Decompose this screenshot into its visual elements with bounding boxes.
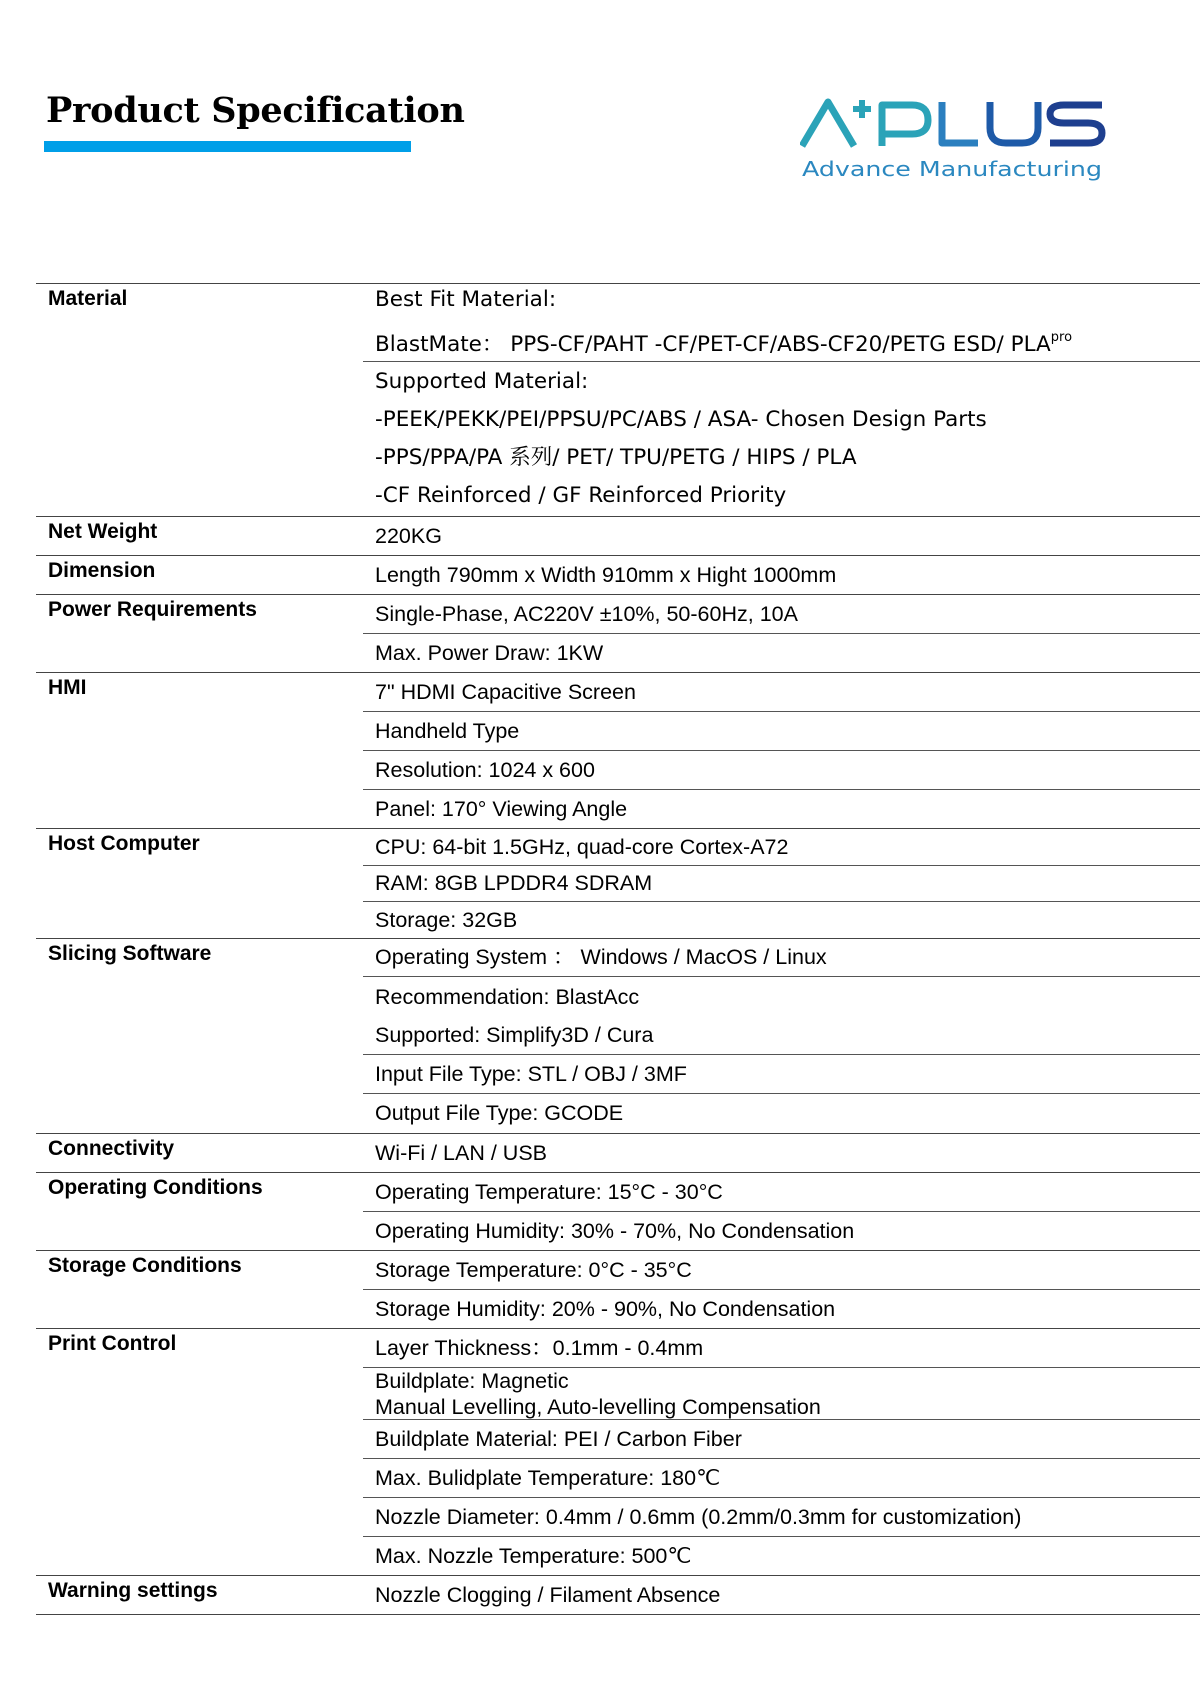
- title-underline: [44, 141, 411, 152]
- logo-letter-p: [882, 105, 928, 146]
- spec-value: Input File Type: STL / OBJ / 3MF: [363, 1055, 1200, 1094]
- spec-value: Operating System ： Windows / MacOS / Linux: [363, 939, 1200, 977]
- page-title: Product Specification: [46, 90, 465, 131]
- spec-value: Length 790mm x Width 910mm x Hight 1000mm: [375, 562, 837, 587]
- spec-value: Max. Nozzle Temperature: 500℃: [375, 1543, 692, 1568]
- spec-value: Buildplate Material: PEI / Carbon Fiber: [363, 1420, 1200, 1459]
- spec-value: Wi-Fi / LAN / USB: [375, 1140, 548, 1165]
- spec-row-connectivity: [36, 1134, 1200, 1173]
- spec-value: Operating Humidity: 30% - 70%, No Condensation: [375, 1218, 855, 1243]
- spec-value: Nozzle Diameter: 0.4mm / 0.6mm (0.2mm/0.3mm for customization): [363, 1498, 1200, 1537]
- spec-value: CPU: 64-bit 1.5GHz, quad-core Cortex-A72: [363, 829, 1200, 866]
- spec-value: RAM: 8GB LPDDR4 SDRAM: [363, 866, 1200, 902]
- spec-label: Slicing Software: [48, 942, 212, 965]
- spec-table: [36, 283, 1200, 1615]
- spec-row-dimension: [36, 556, 1200, 595]
- spec-value: Storage: 32GB: [375, 907, 518, 932]
- spec-value: Single-Phase, AC220V ±10%, 50-60Hz, 10A: [363, 595, 1200, 634]
- spec-value: Storage Temperature: 0°C - 35°C: [363, 1251, 1200, 1290]
- spec-row-host-computer: [36, 829, 1200, 939]
- spec-row-storage-conditions: [36, 1251, 1200, 1329]
- spec-value: Supported Material: -PEEK/PEKK/PEI/PPSU/PC/ABS / ASA- Chosen Design Parts -PPS/PPA/PA 系列/ PET/ TPU/PETG / HIPS / PLA -CF Reinforced / GF Reinforced Priority: [375, 369, 987, 508]
- spec-value: Recommendation: BlastAcc Supported: Simplify3D / Cura: [363, 977, 1200, 1055]
- spec-label: Operating Conditions: [48, 1176, 263, 1199]
- spec-value: Output File Type: GCODE: [375, 1101, 624, 1125]
- spec-row-operating-conditions: [36, 1173, 1200, 1251]
- logo-letter-a: [802, 102, 854, 146]
- spec-row-net-weight: [36, 517, 1200, 556]
- spec-value: Handheld Type: [363, 712, 1200, 751]
- spec-value: Max. Power Draw: 1KW: [375, 640, 604, 665]
- spec-value: Nozzle Clogging / Filament Absence: [375, 1582, 721, 1607]
- spec-row-material: [36, 284, 1200, 517]
- brand-logo: [800, 92, 1110, 192]
- logo-letter-s: [1050, 105, 1102, 143]
- spec-row-slicing-software: [36, 939, 1200, 1134]
- spec-row-warning-settings: [36, 1576, 1200, 1615]
- logo-letter-u: [990, 102, 1038, 143]
- spec-value: Resolution: 1024 x 600: [363, 751, 1200, 790]
- spec-label: Material: [48, 287, 128, 310]
- spec-value: Storage Humidity: 20% - 90%, No Condensation: [375, 1296, 836, 1321]
- spec-label: Warning settings: [48, 1579, 218, 1602]
- spec-label: Storage Conditions: [48, 1254, 242, 1277]
- spec-value: Best Fit Material: BlastMate： PPS-CF/PAHT -CF/PET-CF/ABS-CF20/PETG ESD/ $PLA^{pro}$: [363, 284, 1200, 362]
- logo-tagline: Advance Manufacturing: [802, 157, 1102, 181]
- spec-row-power: [36, 595, 1200, 673]
- spec-label: Connectivity: [48, 1137, 175, 1160]
- spec-value: Layer Thickness：0.1mm - 0.4mm: [363, 1329, 1200, 1368]
- spec-label: Net Weight: [48, 520, 158, 543]
- spec-value: 220KG: [375, 523, 442, 548]
- logo-letter-l: [942, 102, 978, 143]
- spec-value: 7" HDMI Capacitive Screen: [363, 673, 1200, 712]
- spec-value: Operating Temperature: 15°C - 30°C: [363, 1173, 1200, 1212]
- spec-label: Dimension: [48, 559, 156, 582]
- spec-label: Print Control: [48, 1332, 177, 1355]
- spec-row-hmi: [36, 673, 1200, 829]
- spec-value: Max. Bulidplate Temperature: 180℃: [363, 1459, 1200, 1498]
- spec-label: Power Requirements: [48, 598, 257, 621]
- spec-value: Buildplate: Magnetic Manual Levelling, Auto-levelling Compensation: [363, 1368, 1200, 1420]
- spec-value: Panel: 170° Viewing Angle: [375, 796, 628, 821]
- spec-row-print-control: [36, 1329, 1200, 1576]
- logo-plus: [853, 100, 871, 118]
- spec-label: Host Computer: [48, 832, 200, 855]
- spec-label: HMI: [48, 676, 87, 699]
